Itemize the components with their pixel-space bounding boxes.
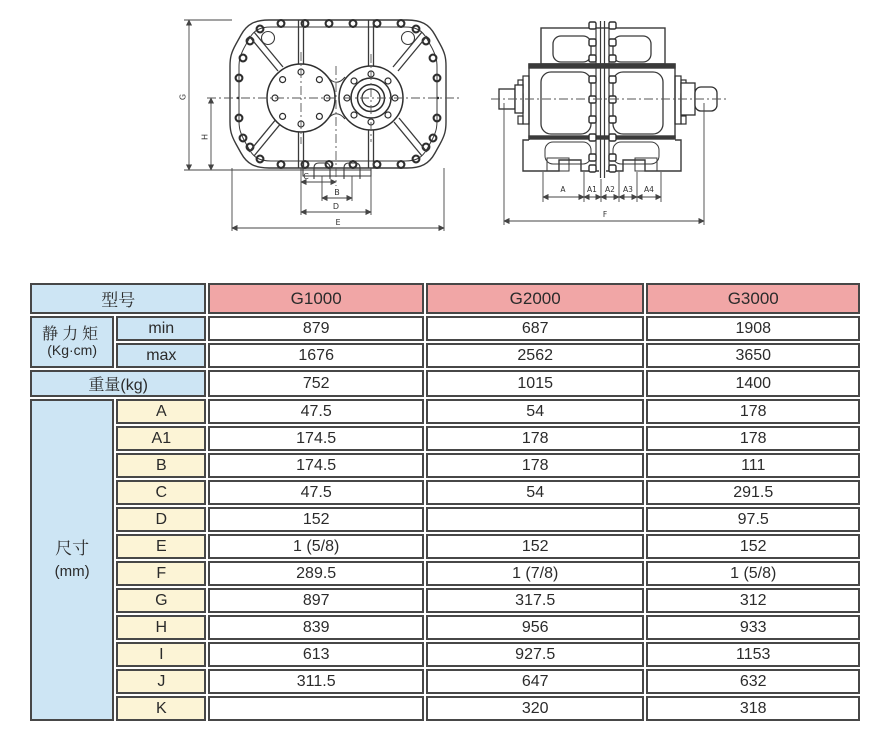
cell-min-g1000: 879 xyxy=(208,316,424,341)
cell-e-g2000: 152 xyxy=(426,534,645,559)
cell-g-g3000: 312 xyxy=(646,588,860,613)
cell-d-g1000: 152 xyxy=(208,507,424,532)
cell-j-g2000: 647 xyxy=(426,669,645,694)
cell-k-g2000: 320 xyxy=(426,696,645,721)
cell-j-g3000: 632 xyxy=(646,669,860,694)
dimensions-unit: (mm) xyxy=(54,563,90,580)
dim-row-label: H xyxy=(116,615,206,640)
cell-a-g2000: 54 xyxy=(426,399,645,424)
weight-row-label: 重量(kg) xyxy=(30,370,206,397)
static-torque-label: 静力矩 xyxy=(42,326,103,343)
dim-label-c: C xyxy=(303,172,309,181)
dim-row-label: A1 xyxy=(116,426,206,451)
bottom-feet xyxy=(303,163,371,179)
cell-h-g2000: 956 xyxy=(426,615,645,640)
cell-c-g1000: 47.5 xyxy=(208,480,424,505)
center-joint xyxy=(589,21,616,178)
perimeter-bolts xyxy=(236,20,441,168)
cell-e-g3000: 152 xyxy=(646,534,860,559)
cell-min-g3000: 1908 xyxy=(646,316,860,341)
dim-label-a4: A4 xyxy=(644,185,654,194)
static-torque-header xyxy=(30,316,114,368)
cell-a1-g2000: 178 xyxy=(426,426,645,451)
dim-row-label: B xyxy=(116,453,206,478)
inner-chambers xyxy=(541,36,663,164)
cell-f-g3000: 1 (5/8) xyxy=(646,561,860,586)
cell-b-g3000: 111 xyxy=(646,453,860,478)
cell-h-g3000: 933 xyxy=(646,615,860,640)
column-header-g2000: G2000 xyxy=(426,283,645,314)
gearbox-side-view-drawing xyxy=(478,8,740,248)
dimensions-header xyxy=(30,399,114,721)
cell-weight-g1000: 752 xyxy=(208,370,424,397)
cell-weight-g2000: 1015 xyxy=(426,370,645,397)
cell-max-g1000: 1676 xyxy=(208,343,424,368)
cell-max-g3000: 3650 xyxy=(646,343,860,368)
cell-d-g2000 xyxy=(426,507,645,532)
dim-label-a: A xyxy=(560,185,566,194)
dim-label-h: H xyxy=(200,133,210,141)
min-row-label: min xyxy=(116,316,206,341)
cell-f-g2000: 1 (7/8) xyxy=(426,561,645,586)
dim-row-label: I xyxy=(116,642,206,667)
cell-d-g3000: 97.5 xyxy=(646,507,860,532)
cell-f-g1000: 289.5 xyxy=(208,561,424,586)
dim-row-label: K xyxy=(116,696,206,721)
dim-row-label: J xyxy=(116,669,206,694)
dim-label-d: D xyxy=(332,202,340,211)
cell-h-g1000: 839 xyxy=(208,615,424,640)
model-header: 型号 xyxy=(30,283,206,314)
dim-row-label: D xyxy=(116,507,206,532)
cell-k-g1000 xyxy=(208,696,424,721)
cell-e-g1000: 1 (5/8) xyxy=(208,534,424,559)
dim-label-a1: A1 xyxy=(587,185,597,194)
dim-row-label: A xyxy=(116,399,206,424)
cell-b-g1000: 174.5 xyxy=(208,453,424,478)
cell-b-g2000: 178 xyxy=(426,453,645,478)
dim-label-f: F xyxy=(602,210,608,219)
cell-a-g1000: 47.5 xyxy=(208,399,424,424)
shaft-flanges xyxy=(518,76,686,124)
cell-a1-g3000: 178 xyxy=(646,426,860,451)
cell-k-g3000: 318 xyxy=(646,696,860,721)
body-outline xyxy=(523,28,681,171)
dim-row-label: C xyxy=(116,480,206,505)
cell-i-g2000: 927.5 xyxy=(426,642,645,667)
cell-g-g1000: 897 xyxy=(208,588,424,613)
dim-label-a3: A3 xyxy=(623,185,633,194)
dim-row-label: E xyxy=(116,534,206,559)
max-row-label: max xyxy=(116,343,206,368)
cell-min-g2000: 687 xyxy=(426,316,645,341)
cell-g-g2000: 317.5 xyxy=(426,588,645,613)
cell-max-g2000: 2562 xyxy=(426,343,645,368)
cell-weight-g3000: 1400 xyxy=(646,370,860,397)
dim-row-label: G xyxy=(116,588,206,613)
cell-c-g3000: 291.5 xyxy=(646,480,860,505)
dimension-labels xyxy=(560,185,654,219)
cell-a-g3000: 178 xyxy=(646,399,860,424)
cell-j-g1000: 311.5 xyxy=(208,669,424,694)
cell-a1-g1000: 174.5 xyxy=(208,426,424,451)
gearbox-front-view-drawing xyxy=(158,8,460,248)
cell-i-g3000: 1153 xyxy=(646,642,860,667)
dim-row-label: F xyxy=(116,561,206,586)
column-header-g3000: G3000 xyxy=(646,283,860,314)
dim-label-g: G xyxy=(178,93,188,101)
column-header-g1000: G1000 xyxy=(208,283,424,314)
cell-c-g2000: 54 xyxy=(426,480,645,505)
cell-i-g1000: 613 xyxy=(208,642,424,667)
dimensions-label: 尺寸 xyxy=(55,539,90,558)
static-torque-unit: (Kg·cm) xyxy=(47,342,97,358)
dim-label-b: B xyxy=(334,188,340,197)
dim-label-e: E xyxy=(335,218,341,227)
spec-table xyxy=(28,281,862,723)
dim-label-a2: A2 xyxy=(605,185,615,194)
